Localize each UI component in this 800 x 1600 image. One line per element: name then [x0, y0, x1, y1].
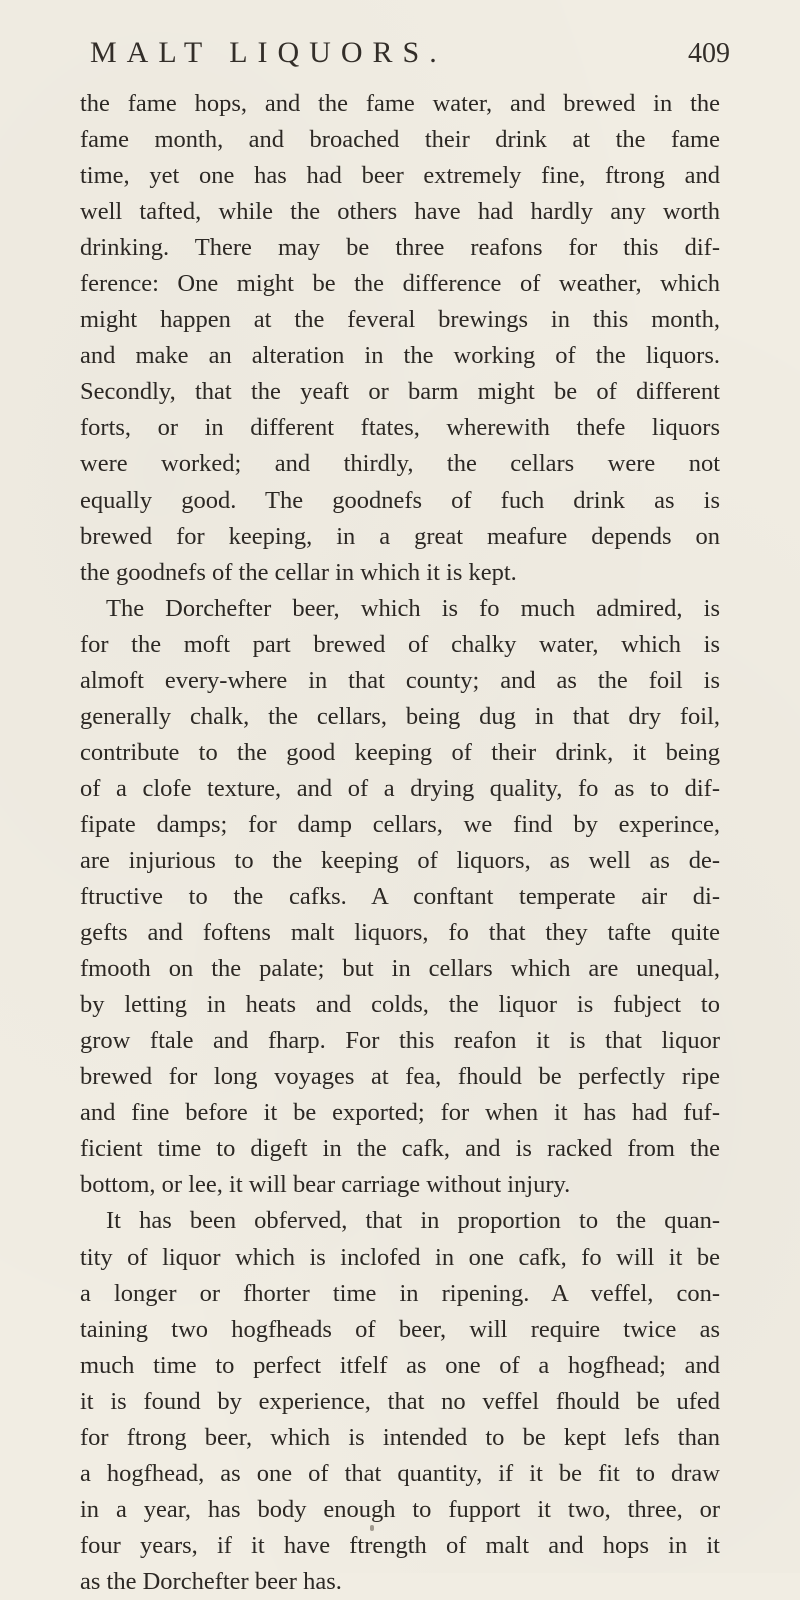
- running-title: MALT LIQUORS.: [90, 36, 447, 69]
- text-line: brewed for long voyages at fea, fhould be perfectly ripe: [80, 1063, 720, 1091]
- text-line: ficient time to digeft in the cafk, and is racked from the: [80, 1135, 720, 1163]
- text-line: well tafted, while the others have had hardly any worth: [80, 198, 720, 226]
- text-line: and fine before it be exported; for when it has had fuf-: [80, 1099, 720, 1127]
- text-line: bottom, or lee, it will bear carriage without injury.: [80, 1171, 571, 1199]
- text-line: equally good. The goodnefs of fuch drink as is: [80, 486, 720, 514]
- text-line: tity of liquor which is inclofed in one cafk, fo will it be: [80, 1243, 720, 1271]
- paragraph-start-line: It has been obferved, that in proportion to the quan-: [106, 1207, 720, 1235]
- text-line: almoft every-where in that county; and as the foil is: [80, 666, 720, 694]
- text-line: contribute to the good keeping of their drink, it being: [80, 738, 720, 766]
- text-line: Secondly, that the yeaft or barm might be of different: [80, 378, 720, 406]
- text-line: forts, or in different ftates, wherewith thefe liquors: [80, 414, 720, 442]
- text-line: time, yet one has had beer extremely fine, ftrong and: [80, 162, 720, 190]
- text-line: a hogfhead, as one of that quantity, if it be fit to draw: [80, 1459, 720, 1487]
- text-line: it is found by experience, that no veffel fhould be ufed: [80, 1387, 720, 1415]
- text-line: much time to perfect itfelf as one of a hogfhead; and: [80, 1351, 720, 1379]
- text-line: ftructive to the cafks. A conftant temperate air di-: [80, 883, 720, 911]
- text-line: fame month, and broached their drink at the fame: [80, 126, 720, 154]
- text-line: in a year, has body enough to fupport it two, three, or: [80, 1495, 720, 1523]
- running-head: [90, 36, 730, 76]
- text-line: four years, if it have ftrength of malt and hops in it: [80, 1531, 720, 1559]
- text-line: of a clofe texture, and of a drying quality, fo as to dif-: [80, 774, 720, 802]
- text-line: grow ftale and fharp. For this reafon it is that liquor: [80, 1027, 720, 1055]
- text-line: the fame hops, and the fame water, and brewed in the: [80, 90, 720, 117]
- text-line: and make an alteration in the working of the liquors.: [80, 342, 720, 370]
- text-line: as the Dorchefter beer has.: [80, 1567, 342, 1595]
- page-number: 409: [688, 38, 730, 69]
- text-line: generally chalk, the cellars, being dug in that dry foil,: [80, 702, 720, 730]
- text-line: the goodnefs of the cellar in which it is kept.: [80, 558, 517, 586]
- text-line: fmooth on the palate; but in cellars which are unequal,: [80, 955, 720, 983]
- text-line: might happen at the feveral brewings in this month,: [80, 306, 720, 334]
- text-line: for ftrong beer, which is intended to be kept lefs than: [80, 1423, 720, 1451]
- text-line: ference: One might be the difference of weather, which: [80, 270, 720, 298]
- text-line: are injurious to the keeping of liquors, as well as de-: [80, 846, 720, 874]
- text-line: were worked; and thirdly, the cellars were not: [80, 450, 720, 478]
- text-line: for the moft part brewed of chalky water, which is: [80, 630, 720, 658]
- text-line: drinking. There may be three reafons for this dif-: [80, 234, 720, 262]
- body-text: [80, 86, 720, 1600]
- paragraph-start-line: The Dorchefter beer, which is fo much admired, is: [106, 594, 720, 622]
- text-line: taining two hogfheads of beer, will require twice as: [80, 1315, 720, 1343]
- text-line: gefts and foftens malt liquors, fo that they tafte quite: [80, 919, 720, 947]
- text-line: a longer or fhorter time in ripening. A veffel, con-: [80, 1279, 720, 1307]
- paper-speck: [370, 1525, 374, 1531]
- text-line: brewed for keeping, in a great meafure depends on: [80, 522, 720, 550]
- text-line: by letting in heats and colds, the liquor is fubject to: [80, 991, 720, 1019]
- text-line: fipate damps; for damp cellars, we find by experince,: [80, 810, 720, 838]
